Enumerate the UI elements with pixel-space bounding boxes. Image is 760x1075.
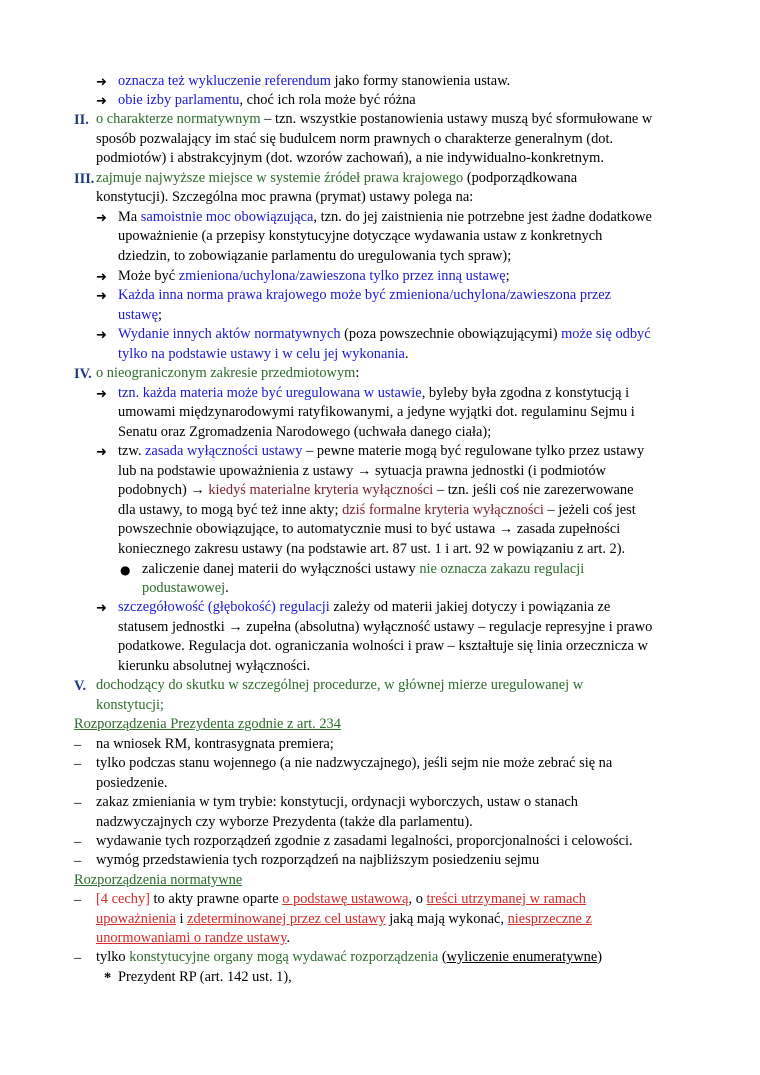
arrow-bullet-icon: ➜ xyxy=(96,445,107,460)
text-line: na wniosek RM, kontrasygnata premiera; xyxy=(96,736,334,752)
section-number: II. xyxy=(74,112,89,128)
star-bullet: * xyxy=(104,970,112,986)
text-line: Senatu oraz Zgromadzenia Narodowego (uchwała danego ciała); xyxy=(118,424,492,440)
arrow-bullet-icon: ➜ xyxy=(96,387,107,402)
section-heading: Rozporządzenia normatywne xyxy=(74,872,243,888)
arrow-bullet-icon: ➜ xyxy=(96,328,107,343)
text-line: konstytucji; xyxy=(96,697,164,713)
text-line: podmiotów) i abstrakcyjnym (dot. wzorów zachowań), a nie indywidualno-konkretnym. xyxy=(96,150,604,166)
text-line: wymóg przedstawienia tych rozporządzeń na najbliższym posiedzeniu sejmu xyxy=(96,852,540,868)
text-line: wydawanie tych rozporządzeń zgodnie z zasadami legalności, proporcjonalności i celowości. xyxy=(96,833,633,849)
text-line: ustawę; xyxy=(118,307,162,323)
dash-bullet: – xyxy=(74,834,82,850)
text-line: statusem jednostki → zupełna (absolutna) wyłączność ustawy – regulacje represyjne i prawo xyxy=(118,619,653,635)
text-line: tzn. każda materia może być uregulowana w ustawie, byleby była zgodna z konstytucją i xyxy=(118,385,630,401)
text-line: Wydanie innych aktów normatywnych (poza powszechnie obowiązującymi) może się odbyć xyxy=(118,326,651,342)
section-number: IV. xyxy=(74,366,92,382)
dash-bullet: – xyxy=(74,756,82,772)
text-line: dziedzin, to zobowiązanie parlamentu do uregulowania tych spraw); xyxy=(118,248,512,264)
text-line: zaliczenie danej materii do wyłączności ustawy nie oznacza zakazu regulacji xyxy=(142,561,585,577)
text-line: dochodzący do skutku w szczególnej procedurze, w głównej mierze uregulowanej w xyxy=(96,677,584,693)
text-line: obie izby parlamentu, choć ich rola może być różna xyxy=(118,92,416,108)
text-line: zajmuje najwyższe miejsce w systemie źródeł prawa krajowego (podporządkowana xyxy=(96,170,578,186)
arrow-bullet-icon: ➜ xyxy=(96,289,107,304)
text-line: upoważnienie (a przepisy konstytucyjne dotyczące wydawania ustaw z konkretnych xyxy=(118,228,603,244)
text-line: szczegółowość (głębokość) regulacji zależy od materii jakiej dotyczy i powiązania ze xyxy=(118,599,611,615)
text-line: o charakterze normatywnym – tzn. wszystkie postanowienia ustawy muszą być sformułowane w xyxy=(96,111,653,127)
dash-bullet: – xyxy=(74,950,82,966)
text-line: upoważnienia i zdeterminowanej przez cel ustawy jaką mają wykonać, niesprzeczne z xyxy=(96,911,592,927)
text-line: powszechnie obowiązujące, to automatycznie musi to być ustawa → zasada zupełności xyxy=(118,521,621,537)
text-line: [4 cechy] to akty prawne oparte o podstawę ustawową, o treści utrzymanej w ramach xyxy=(96,891,586,907)
text-line: Może być zmieniona/uchylona/zawieszona tylko przez inną ustawę; xyxy=(118,268,510,284)
text-line: podatkowe. Regulacja dot. ograniczania wolności i praw – kształtuje się linia orzecznicza w xyxy=(118,638,648,654)
text-line: Każda inna norma prawa krajowego może być zmieniona/uchylona/zawieszona przez xyxy=(118,287,612,303)
text-line: posiedzenie. xyxy=(96,775,168,791)
section-number: III. xyxy=(74,171,95,187)
text-line: sposób pozwalający im stać się budulcem norm prawnych o charakterze generalnym (dot. xyxy=(96,131,614,147)
text-line: lub na podstawie upoważnienia z ustawy → sytuacja prawna jednostki (i podmiotów xyxy=(118,463,606,479)
text-line: nadzwyczajnych czy wyborze Prezydenta (także dla parlamentu). xyxy=(96,814,473,830)
text-line: podobnych) → kiedyś materialne kryteria wyłączności – tzn. jeśli coś nie zarezerwowane xyxy=(118,482,634,498)
section-number: V. xyxy=(74,678,87,694)
dash-bullet: – xyxy=(74,737,82,753)
text-line: o nieograniczonym zakresie przedmiotowym: xyxy=(96,365,360,381)
arrow-bullet-icon: ➜ xyxy=(96,211,107,226)
text-line: umowami międzynarodowymi ratyfikowanymi, a jedyne wyjątki dot. regulaminu Sejmu i xyxy=(118,404,635,420)
text-line: dla ustawy, to mogą być też inne akty; dziś formalne kryteria wyłączności – jeżeli coś jest xyxy=(118,502,636,518)
arrow-bullet-icon: ➜ xyxy=(96,601,107,616)
text-line: koniecznego zakresu ustawy (na podstawie art. 87 ust. 1 i art. 92 w powiązaniu z art. 2). xyxy=(118,541,626,557)
section-heading: Rozporządzenia Prezydenta zgodnie z art. 234 xyxy=(74,716,341,732)
text-line: kierunku absolutnej wyłączności. xyxy=(118,658,311,674)
round-bullet-icon: ● xyxy=(120,563,131,577)
dash-bullet: – xyxy=(74,853,82,869)
text-line: Prezydent RP (art. 142 ust. 1), xyxy=(118,969,292,985)
arrow-bullet-icon: ➜ xyxy=(96,94,107,109)
text-line: tylko na podstawie ustawy i w celu jej wykonania. xyxy=(118,346,409,362)
text-line: zakaz zmieniania w tym trybie: konstytucji, ordynacji wyborczych, ustaw o stanach xyxy=(96,794,578,810)
arrow-bullet-icon: ➜ xyxy=(96,75,107,90)
text-line: tylko konstytucyjne organy mogą wydawać rozporządzenia (wyliczenie enumeratywne) xyxy=(96,949,603,965)
text-line: unormowaniami o randze ustawy. xyxy=(96,930,291,946)
text-line: tzw. zasada wyłączności ustawy – pewne materie mogą być regulowane tylko przez ustawy xyxy=(118,443,645,459)
text-line: konstytucji). Szczególna moc prawna (prymat) ustawy polega na: xyxy=(96,189,474,205)
text-line: Ma samoistnie moc obowiązująca, tzn. do jej zaistnienia nie potrzebne jest żadne dodatkowe xyxy=(118,209,652,225)
dash-bullet: – xyxy=(74,892,82,908)
arrow-bullet-icon: ➜ xyxy=(96,270,107,285)
text-line: tylko podczas stanu wojennego (a nie nadzwyczajnego), jeśli sejm nie może zebrać się na xyxy=(96,755,613,771)
text-line: oznacza też wykluczenie referendum jako formy stanowienia ustaw. xyxy=(118,73,511,89)
dash-bullet: – xyxy=(74,795,82,811)
text-line: podustawowej. xyxy=(142,580,229,596)
